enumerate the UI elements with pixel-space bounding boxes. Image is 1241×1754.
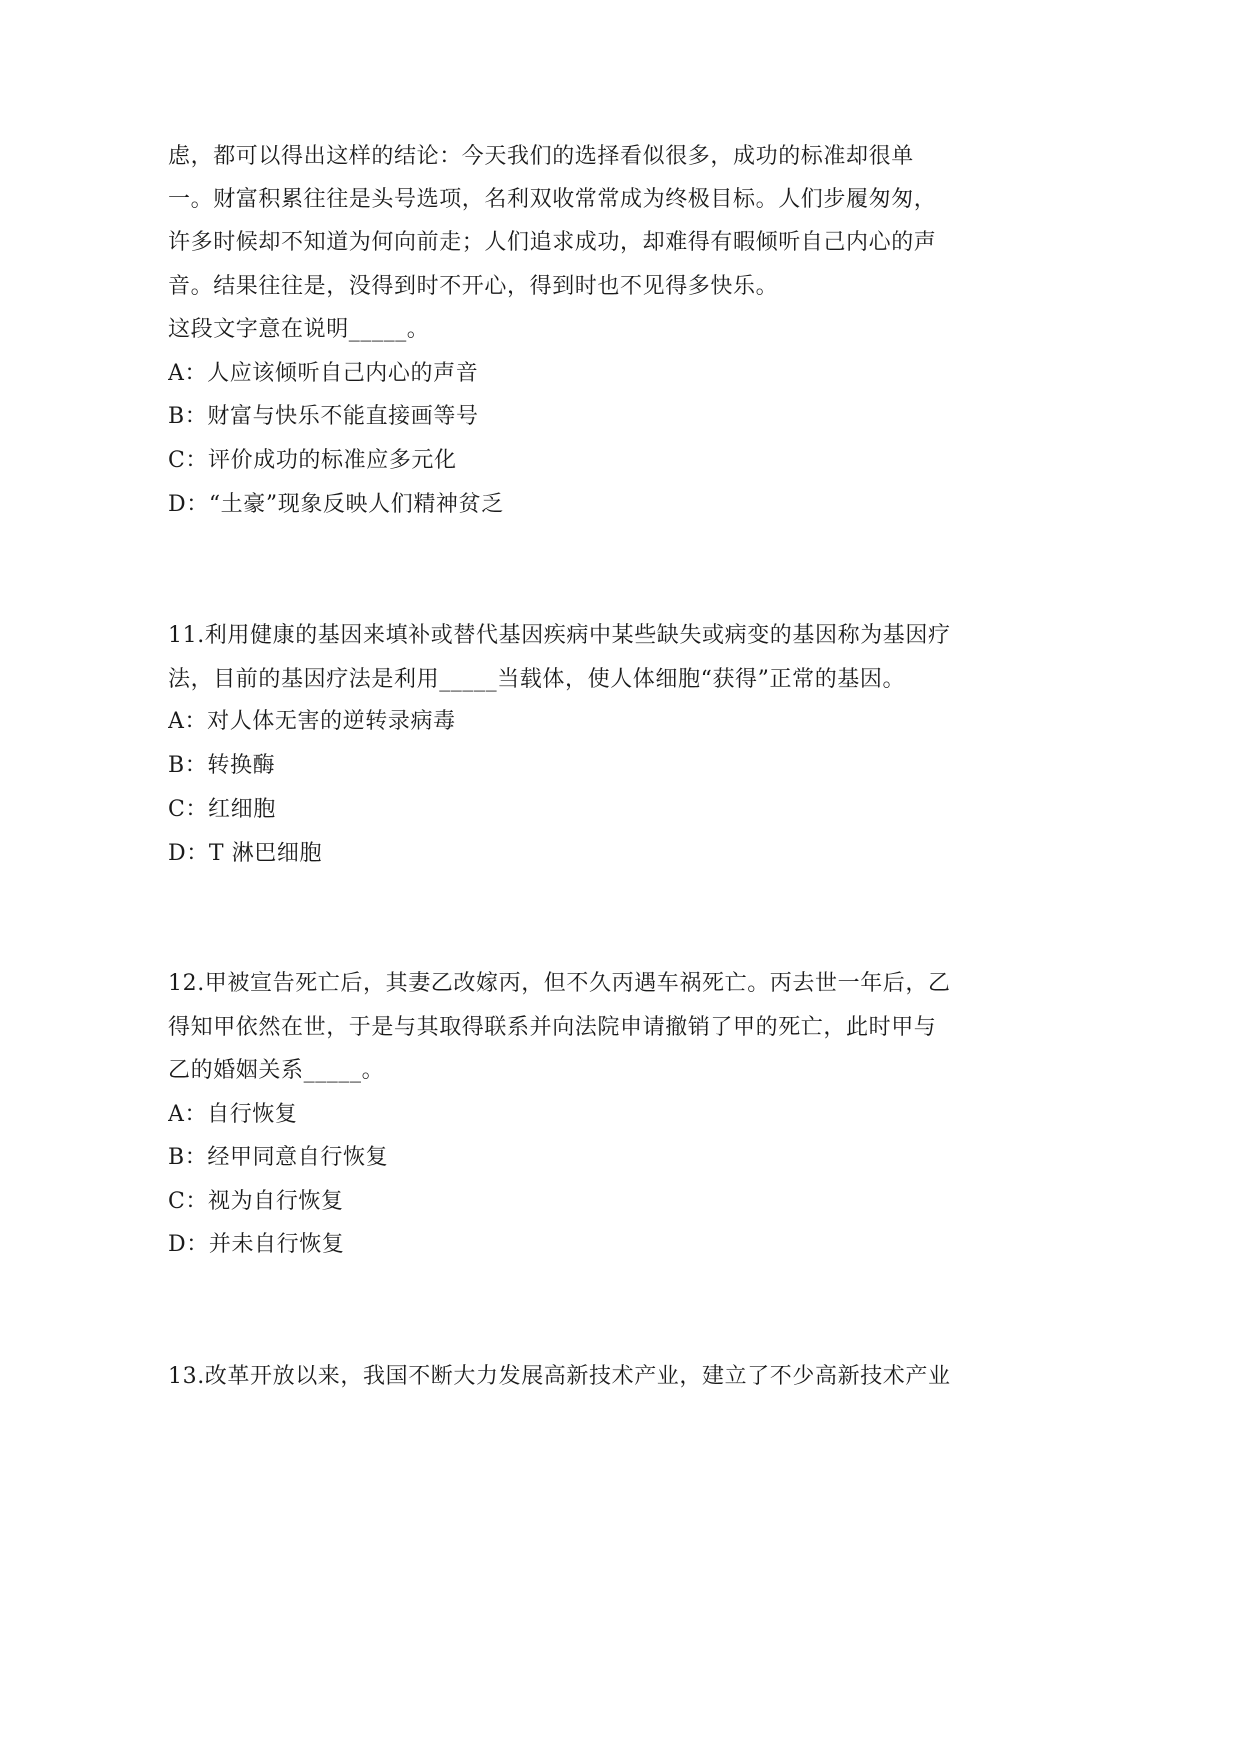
option-a: A：自行恢复 xyxy=(168,1102,298,1127)
question-text-line: 得知甲依然在世，于是与其取得联系并向法院申请撤销了甲的死亡，此时甲与 xyxy=(168,1015,937,1040)
option-b: B：经甲同意自行恢复 xyxy=(168,1145,389,1170)
question-text-line: 13.改革开放以来，我国不断大力发展高新技术产业，建立了不少高新技术产业 xyxy=(168,1364,951,1389)
question-text-line: 一。财富积累往往是头号选项，名利双收常常成为终极目标。人们步履匆匆， xyxy=(168,187,937,212)
option-a: A：对人体无害的逆转录病毒 xyxy=(168,709,456,734)
option-c: C：评价成功的标准应多元化 xyxy=(168,448,457,473)
option-d: D：T 淋巴细胞 xyxy=(168,841,323,866)
option-a: A：人应该倾听自己内心的声音 xyxy=(168,361,479,386)
question-text-line: 虑，都可以得出这样的结论：今天我们的选择看似很多，成功的标准却很单 xyxy=(168,144,914,169)
question-text-line: 许多时候却不知道为何向前走；人们追求成功，却难得有暇倾听自己内心的声 xyxy=(168,230,937,255)
question-text-line: 乙的婚姻关系_____。 xyxy=(168,1058,385,1083)
question-text-line: 12.甲被宣告死亡后，其妻乙改嫁丙，但不久丙遇车祸死亡。丙去世一年后，乙 xyxy=(168,971,951,996)
option-b: B：财富与快乐不能直接画等号 xyxy=(168,404,479,429)
option-d: D：“土豪”现象反映人们精神贫乏 xyxy=(168,492,504,517)
option-d: D：并未自行恢复 xyxy=(168,1232,345,1257)
question-text-line: 法，目前的基因疗法是利用_____当载体，使人体细胞“获得”正常的基因。 xyxy=(168,667,906,692)
question-text-line: 11.利用健康的基因来填补或替代基因疾病中某些缺失或病变的基因称为基因疗 xyxy=(168,623,951,648)
question-text-line: 音。结果往往是，没得到时不开心，得到时也不见得多快乐。 xyxy=(168,274,779,299)
question-prompt: 这段文字意在说明_____。 xyxy=(168,317,430,342)
option-b: B：转换酶 xyxy=(168,753,276,778)
option-c: C：视为自行恢复 xyxy=(168,1189,344,1214)
option-c: C：红细胞 xyxy=(168,797,276,822)
